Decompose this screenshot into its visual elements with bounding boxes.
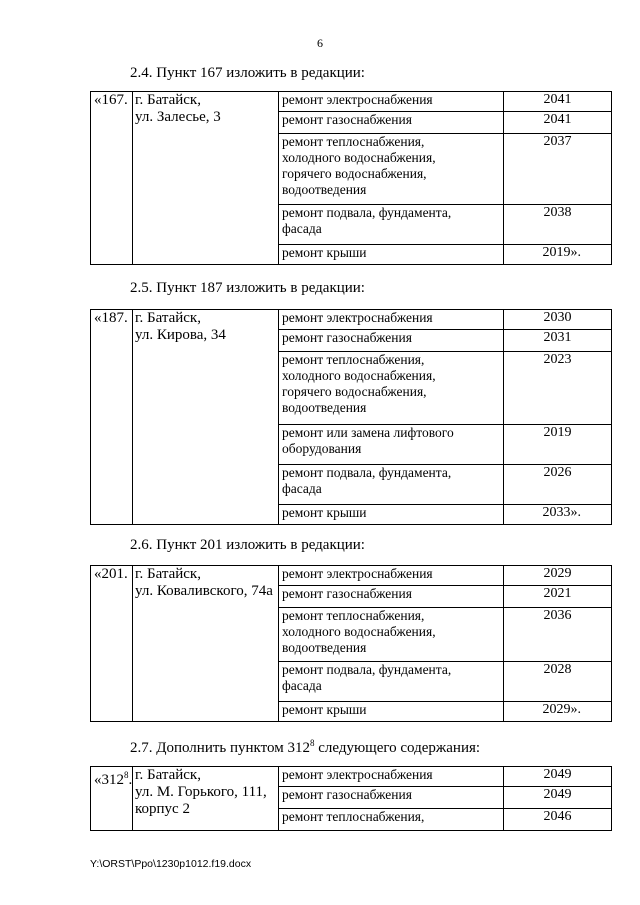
work-year: 2033». [504,505,612,525]
work-type: ремонт теплоснабжения, холодного водоснабжения, горячего водоснабжения, водоотведения [279,352,504,425]
work-type: ремонт газоснабжения [279,112,504,134]
work-year: 2030 [504,310,612,330]
item-number: «167. [91,92,133,265]
amendment-table-187 [90,309,612,525]
address-city: г. Батайск, [135,767,201,783]
section-heading-2-4: 2.4. Пункт 167 изложить в редакции: [130,65,365,81]
item-number: «201. [91,566,133,722]
work-type: ремонт газоснабжения [279,787,504,809]
work-type: ремонт подвала, фундамента, фасада [279,662,504,702]
address-street: ул. Коваливского, 74а [135,583,273,599]
work-year: 2019». [504,245,612,265]
work-year: 2019 [504,425,612,465]
item-address [133,566,279,722]
item-number-text: . [128,772,133,788]
item-number: «187. [91,310,133,525]
amendment-table-312-8 [90,766,612,831]
work-type: ремонт крыши [279,702,504,722]
work-year: 2036 [504,608,612,662]
work-type: ремонт электроснабжения [279,310,504,330]
heading-text: 2.7. Дополнить пунктом 312 [130,740,310,756]
work-year: 2041 [504,92,612,112]
address-street: ул. М. Горького, 111, [135,784,267,800]
work-year: 2046 [504,809,612,831]
work-year: 2026 [504,465,612,505]
section-heading-2-5: 2.5. Пункт 187 изложить в редакции: [130,280,365,296]
item-address [133,310,279,525]
work-year: 2049 [504,787,612,809]
work-year: 2029». [504,702,612,722]
table-row [91,767,612,787]
work-type: ремонт крыши [279,505,504,525]
work-year: 2028 [504,662,612,702]
work-year: 2031 [504,330,612,352]
work-type: ремонт газоснабжения [279,586,504,608]
work-type: ремонт электроснабжения [279,566,504,586]
address-city: г. Батайск, [135,566,201,582]
work-year: 2041 [504,112,612,134]
table-row [91,566,612,586]
work-type: ремонт электроснабжения [279,92,504,112]
work-type: ремонт теплоснабжения, [279,809,504,831]
address-street: ул. Кирова, 34 [135,327,226,343]
item-address [133,92,279,265]
file-path-footer: Y:\ORST\Ppo\1230p1012.f19.docx [90,858,252,870]
work-type: ремонт подвала, фундамента, фасада [279,465,504,505]
work-year: 2049 [504,767,612,787]
work-type: ремонт крыши [279,245,504,265]
work-year: 2038 [504,205,612,245]
amendment-table-201 [90,565,612,722]
work-type: ремонт газоснабжения [279,330,504,352]
table-row [91,92,612,112]
section-heading-2-7 [130,738,480,757]
work-type: ремонт или замена лифтового оборудования [279,425,504,465]
section-heading-2-6: 2.6. Пункт 201 изложить в редакции: [130,537,365,553]
work-year: 2023 [504,352,612,425]
heading-superscript: 8 [309,738,315,748]
item-address [133,767,279,831]
work-type: ремонт подвала, фундамента, фасада [279,205,504,245]
work-year: 2021 [504,586,612,608]
work-type: ремонт теплоснабжения, холодного водоснабжения, водоотведения [279,608,504,662]
address-building: корпус 2 [135,801,190,817]
address-city: г. Батайск, [135,92,201,108]
work-year: 2037 [504,134,612,205]
address-city: г. Батайск, [135,310,201,326]
amendment-table-167 [90,91,612,265]
table-row [91,310,612,330]
work-year: 2029 [504,566,612,586]
page-number: 6 [317,36,323,50]
work-type: ремонт теплоснабжения, холодного водоснабжения, горячего водоснабжения, водоотведения [279,134,504,205]
address-street: ул. Залесье, 3 [135,109,221,125]
item-number [91,767,133,831]
item-number-superscript: 8 [124,770,129,780]
item-number-text: «312 [94,772,124,788]
work-type: ремонт электроснабжения [279,767,504,787]
heading-text: следующего содержания: [314,740,481,756]
